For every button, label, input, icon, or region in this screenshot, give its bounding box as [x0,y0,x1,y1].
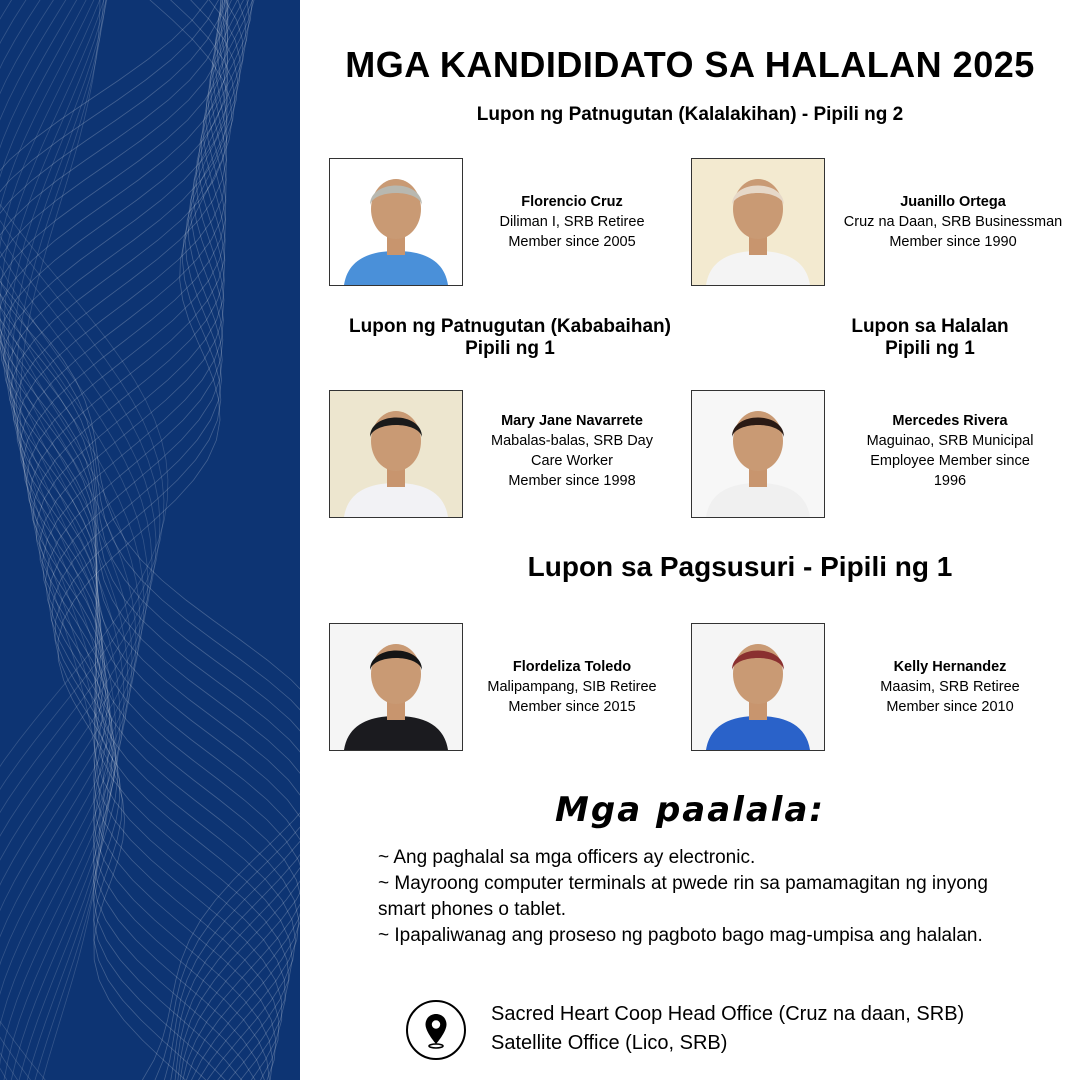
candidate-photo [691,158,825,286]
reminders-list [378,845,1018,949]
candidate-info [840,411,1060,491]
candidate-name: Flordeliza Toledo [512,659,632,675]
candidate-info [840,657,1060,717]
decorative-wave-panel [0,0,300,1080]
portrait-placeholder-icon [692,159,824,285]
candidate-name: Juanillo Ortega [900,194,1006,210]
main-content [300,0,1080,1080]
candidate-info [828,192,1078,252]
candidate-info [472,657,672,717]
section-title-line: Pipili ng 1 [885,338,975,359]
candidate-name: Mary Jane Navarrete [501,413,643,429]
section-title-patnugutan-kalalakihan: Lupon ng Patnugutan (Kalalakihan) - Pipili ng 2 [476,104,904,125]
section-title-line: Lupon ng Patnugutan (Kababaihan) [349,316,671,337]
candidate-name: Mercedes Rivera [892,413,1008,429]
candidate-detail: Member since 2015 [508,699,636,715]
candidate-photo [329,158,463,286]
section-title-pagsusuri: Lupon sa Pagsusuri - Pipili ng 1 [527,551,953,582]
location-line: Satellite Office (Lico, SRB) [491,1032,728,1054]
section-title-line: Lupon sa Halalan [851,316,1009,337]
portrait-placeholder-icon [330,391,462,517]
candidate-photo [329,390,463,518]
candidate-info [472,411,672,491]
candidate-detail: Diliman I, SRB Retiree [499,214,645,230]
candidate-detail: Cruz na Daan, SRB Businessman [843,214,1063,230]
portrait-placeholder-icon [692,624,824,750]
section-title-patnugutan-kababaihan [340,316,680,360]
candidate-detail: Member since 2005 [508,234,636,250]
candidate-photo [691,390,825,518]
location-line: Sacred Heart Coop Head Office (Cruz na daan, SRB) [491,1003,965,1025]
candidate-detail: Employee Member since [870,453,1030,469]
candidate-detail: Care Worker [531,453,613,469]
candidate-detail: Member since 1998 [508,473,636,489]
reminder-item: ~ Mayroong computer terminals at pwede rin sa pamamagitan ng inyong smart phones o tablet. [378,873,988,920]
candidate-photo [329,623,463,751]
map-pin-icon [406,1000,466,1060]
location-text [491,1000,964,1058]
page-title: MGA KANDIDIDATO SA HALALAN 2025 [345,44,1035,85]
candidate-photo [691,623,825,751]
candidate-name: Kelly Hernandez [893,659,1007,675]
section-title-halalan [820,316,1040,360]
portrait-placeholder-icon [692,391,824,517]
portrait-placeholder-icon [330,624,462,750]
candidate-detail: Member since 2010 [886,699,1014,715]
candidate-info [472,192,672,252]
candidate-name: Florencio Cruz [521,194,623,210]
candidate-detail: Member since 1990 [889,234,1017,250]
reminders-title: Mga paalala: [555,790,825,830]
portrait-placeholder-icon [330,159,462,285]
section-title-line: Pipili ng 1 [465,338,555,359]
reminder-item: ~ Ang paghalal sa mga officers ay electronic. [378,847,756,868]
wave-lines-graphic [0,0,300,1080]
candidate-detail: Mabalas-balas, SRB Day [491,433,653,449]
candidate-detail: Malipampang, SIB Retiree [487,679,657,695]
reminder-item: ~ Ipapaliwanag ang proseso ng pagboto bago mag-umpisa ang halalan. [378,925,983,946]
candidate-detail: Maasim, SRB Retiree [880,679,1020,695]
candidate-detail: 1996 [933,473,967,489]
candidate-detail: Maguinao, SRB Municipal [866,433,1034,449]
